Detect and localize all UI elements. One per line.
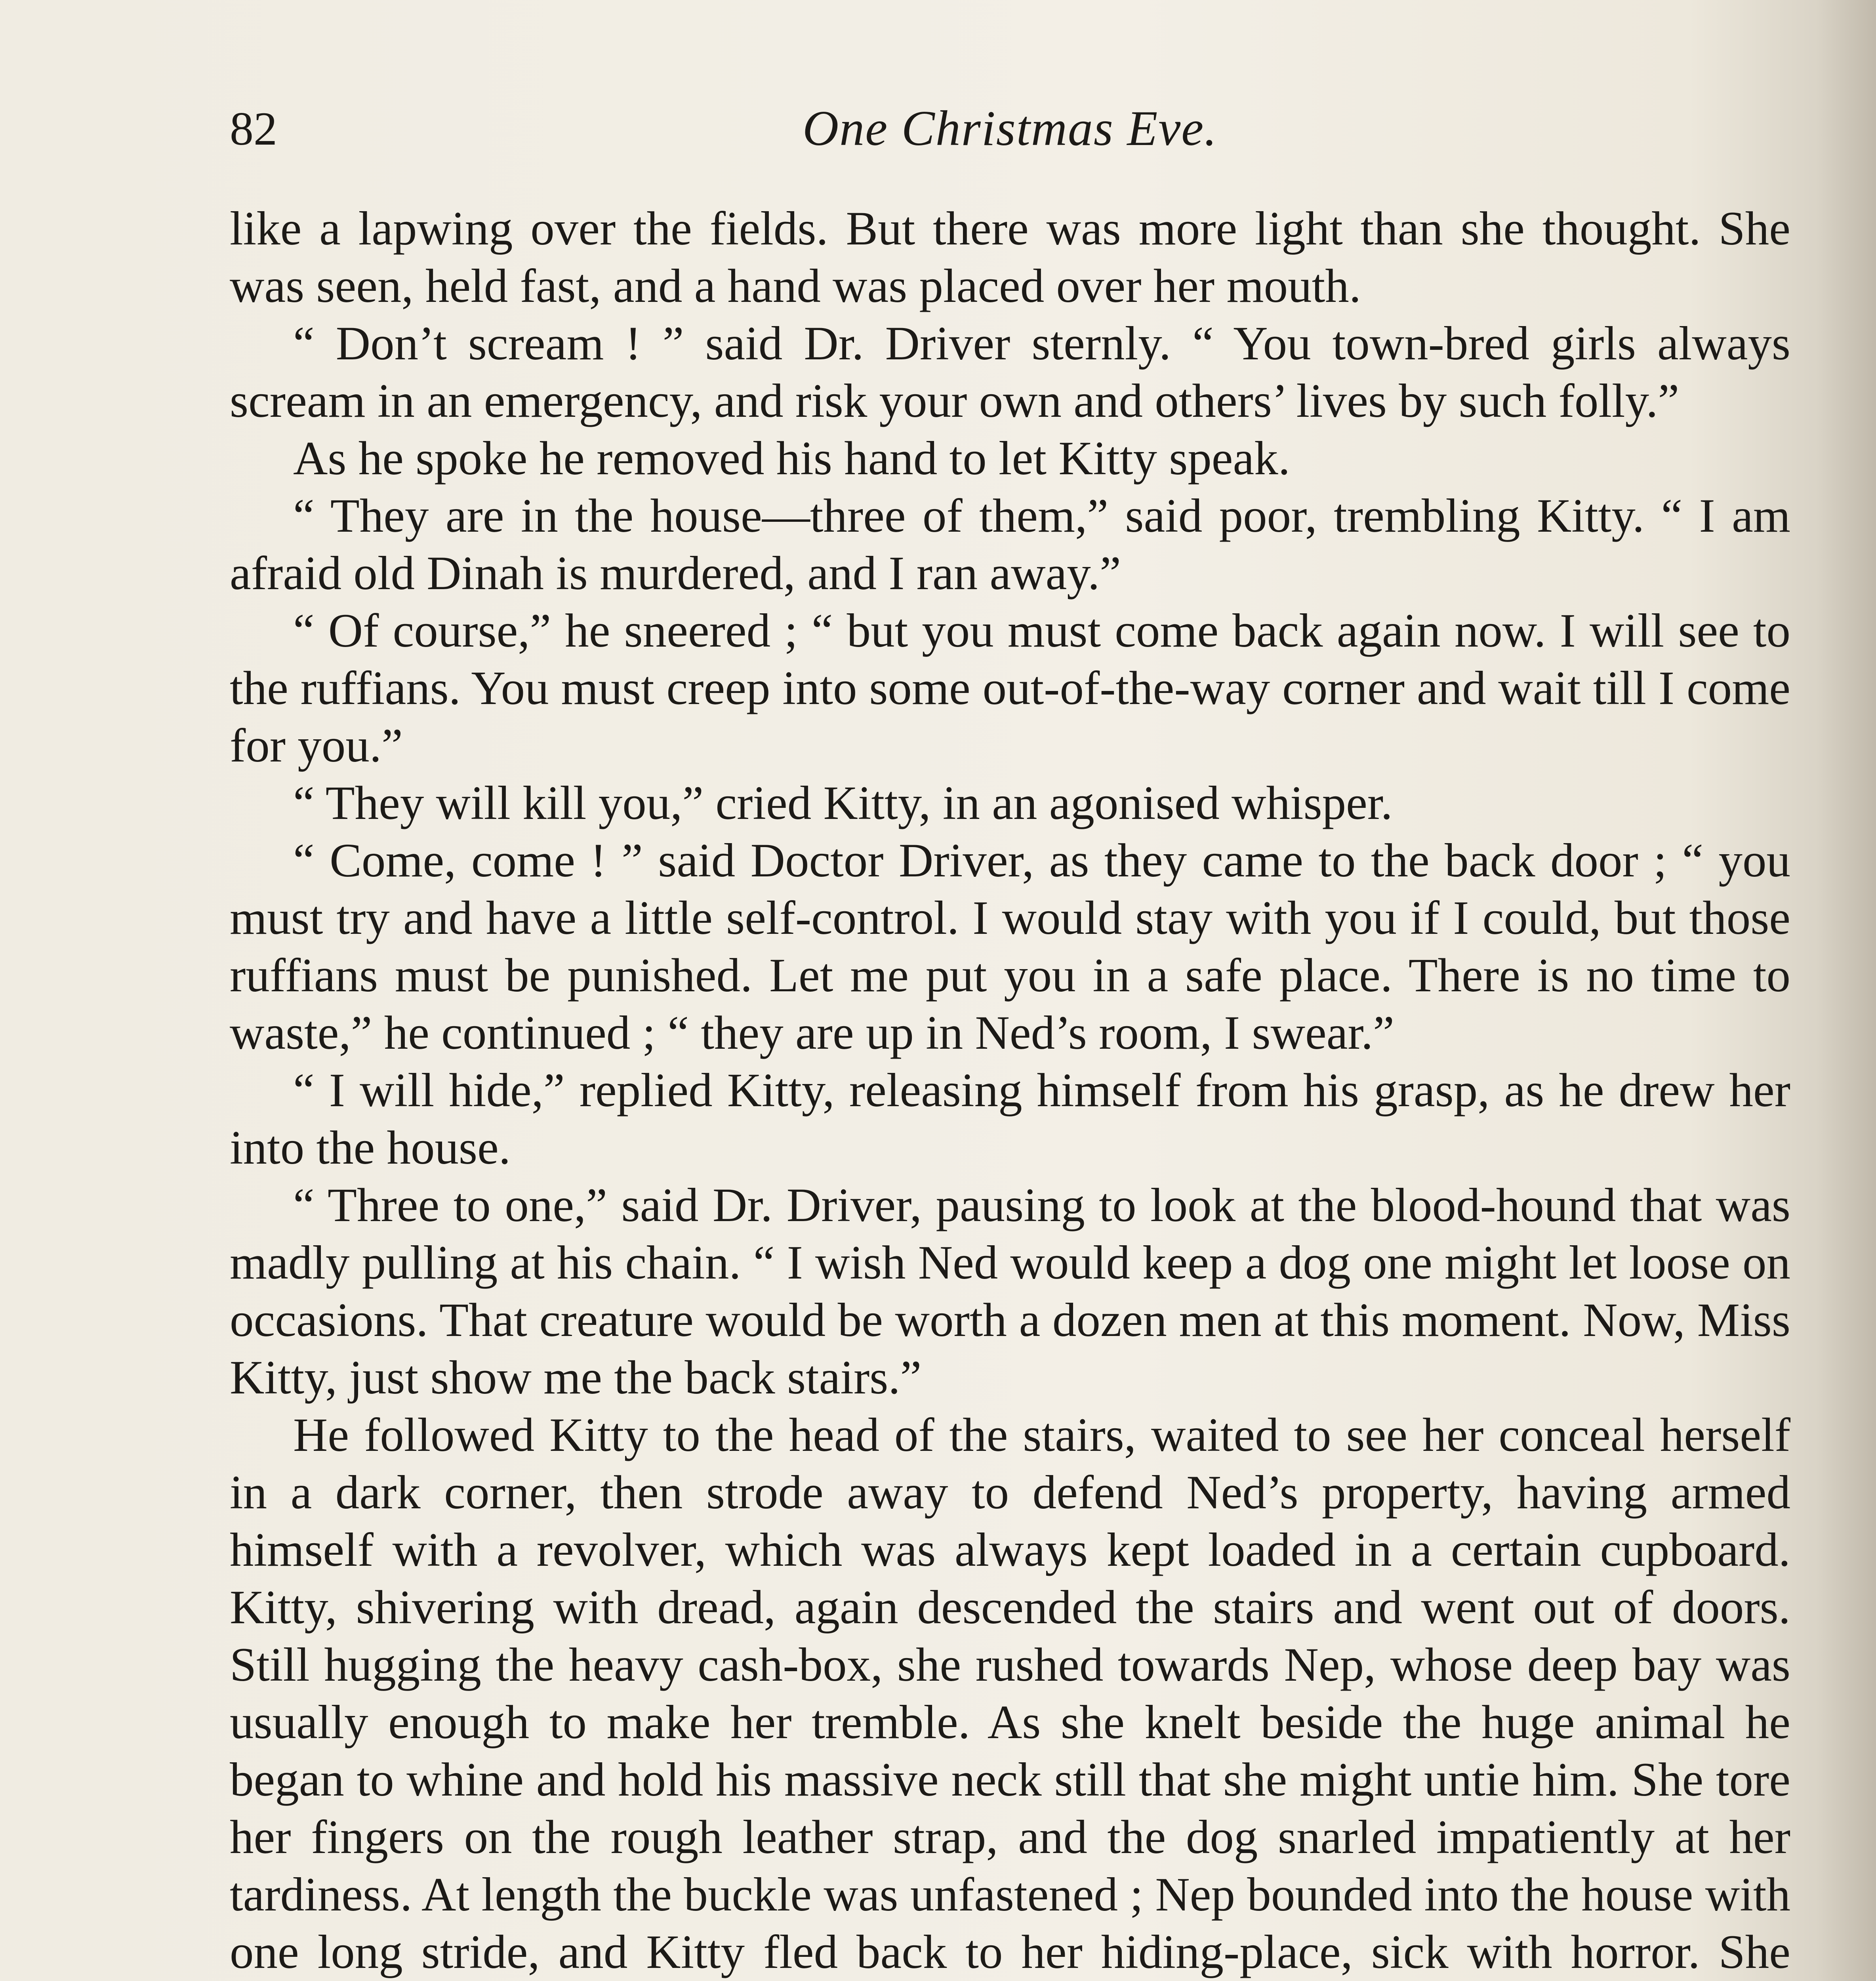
paragraph: like a lapwing over the fields. But there was more light than she thought. She was seen, held fast, and a hand was placed over her mouth. (230, 202, 1790, 313)
paragraph: “ They are in the house—three of them,” said poor, trembling Kitty. “ I am afraid old Dinah is murdered, and I ran away.” (230, 489, 1790, 600)
page-edge-shadow (1817, 0, 1876, 1981)
paragraph: “ Three to one,” said Dr. Driver, pausing to look at the blood-hound that was madly pulling at his chain. “ I wish Ned would keep a dog one might let loose on occasions. That creature would be worth a dozen men at this moment. Now, Miss Kitty, just show me the back stairs.” (230, 1179, 1790, 1404)
body-text (230, 200, 1790, 1981)
paragraph: He followed Kitty to the head of the stairs, waited to see her conceal herself in a dark corner, then strode away to defend Ned’s property, having armed himself with a revolver, which was always kept loaded in a certain cupboard. Kitty, shivering with dread, again descended the stairs and went out of doors. Still hugging the heavy cash-box, she rushed towards Nep, whose deep bay was usually enough to make her tremble. As she knelt beside the huge animal he began to whine and hold his massive neck still that she might untie him. She tore her fingers on the rough leather strap, and the dog snarled impatiently at her tardiness. At length the buckle was unfastened ; Nep bounded into the house with one long stride, and Kitty fled back to her hiding-place, sick with horror. She (230, 1408, 1790, 1979)
page-number: 82 (230, 102, 277, 155)
page-header (230, 93, 1790, 164)
paragraph: As he spoke he removed his hand to let Kitty speak. (293, 432, 1290, 485)
paragraph: “ They will kill you,” cried Kitty, in an agonised whisper. (293, 777, 1393, 830)
paragraph: “ I will hide,” replied Kitty, releasing himself from his grasp, as he drew her into the house. (230, 1064, 1790, 1174)
paragraph: “ Come, come ! ” said Doctor Driver, as they came to the back door ; “ you must try and have a little self-control. I would stay with you if I could, but those ruffians must be punished. Let me put you in a safe place. There is no time to waste,” he continued ; “ they are up in Ned’s room, I swear.” (230, 834, 1790, 1059)
paragraph: “ Of course,” he sneered ; “ but you must come back again now. I will see to the ruffians. You must creep into some out-of-the-way corner and wait till I come for you.” (230, 604, 1790, 772)
paragraph: “ Don’t scream ! ” said Dr. Driver sternly. “ You town-bred girls always scream in an emergency, and risk your own and others’ lives by such folly.” (230, 317, 1790, 427)
running-title: One Christmas Eve. (803, 101, 1218, 156)
